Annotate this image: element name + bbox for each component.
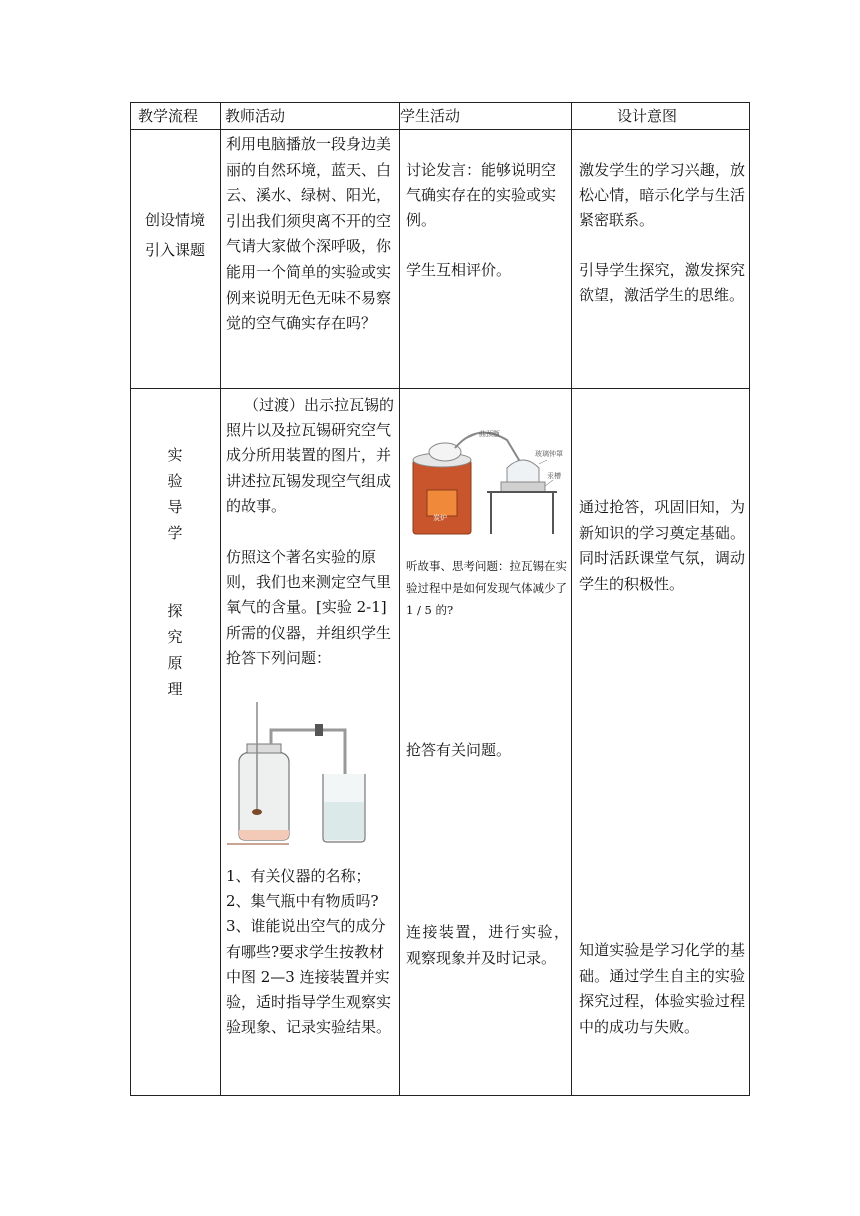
stage-char: 理 — [167, 680, 183, 698]
label-leader — [545, 480, 553, 486]
lavoisier-apparatus-image — [407, 420, 569, 540]
header-process: 教学流程 — [138, 107, 199, 125]
mercury-trough — [501, 482, 545, 492]
water-in-jar — [239, 830, 289, 840]
row1-intent-interest: 激发学生的学习兴趣，放松心情，暗示化学与生活紧密联系。 — [579, 161, 745, 229]
question-instrument-names: 1、有关仪器的名称； — [226, 867, 371, 885]
question-substance-in-jar: 2、集气瓶中有物质吗? — [226, 892, 379, 911]
gas-collecting-jar — [239, 752, 289, 840]
row1-student-activity — [406, 158, 569, 283]
row2-intent-review: 通过抢答，巩固旧知，为新知识的学习奠定基础。同时活跃课堂气氛，调动学生的积极性。 — [579, 498, 745, 593]
row2-student-answer: 抢答有关问题。 — [406, 741, 512, 759]
header-design-intent: 设计意图 — [617, 107, 678, 125]
stage-char: 实 — [167, 446, 183, 464]
row2-student-experiment: 连接装置，进行实验，观察现象并及时记录。 — [406, 923, 569, 967]
stage-char: 究 — [167, 628, 183, 646]
table-border-right — [749, 102, 750, 1096]
stage-char: 原 — [167, 654, 183, 672]
stage-intro-line2: 引入课题 — [144, 241, 205, 259]
oxygen-experiment-apparatus-image — [227, 702, 387, 847]
stage-char: 学 — [167, 524, 183, 542]
stage-intro — [130, 205, 220, 265]
header-student-activity: 学生活动 — [400, 107, 461, 125]
question-air-components: 3、谁能说出空气的成分有哪些?要求学生按教材中图 2—3 连接装置并实验，适时指导学生观察实验现象、记录实验结果。 — [226, 917, 392, 1037]
stage-intro-line1: 创设情境 — [144, 211, 205, 229]
header-teacher-activity: 教师活动 — [225, 107, 286, 125]
row2-teacher-questions — [226, 864, 396, 1040]
row1-design-intent — [579, 158, 745, 308]
row2-intent-experiment: 知道实验是学习化学的基础。通过学生自主的实验探究过程，体验实验过程中的成功与失败。 — [579, 941, 745, 1036]
stage-char: 导 — [167, 498, 183, 516]
row1-teacher-activity: 利用电脑播放一段身边美丽的自然环境，蓝天、白云、溪水、绿树、阳光，引出我们须臾离不开的空气请大家做个深呼吸，你能用一个简单的实验或实例来说明无色无味不易察觉的空气确实存在吗？ — [226, 135, 392, 333]
combustion-spoon — [252, 809, 262, 815]
label-bell-jar: 玻璃钟罩 — [535, 450, 563, 458]
stage-char: 验 — [167, 472, 183, 490]
row1-student-discussion: 讨论发言：能够说明空气确实存在的实验或实例。 — [406, 161, 557, 229]
row2-teacher-task: 仿照这个著名实验的原则，我们也来测定空气里氧气的含量。[实验 2-1]所需的仪器，并组织学生抢答下列问题： — [226, 548, 392, 667]
row-divider — [130, 388, 750, 389]
furnace-door — [427, 490, 457, 516]
rubber-stopper — [247, 744, 281, 753]
label-leader — [539, 460, 547, 464]
lesson-plan-table — [130, 102, 750, 1096]
row2-student-caption: 听故事、思考问题：拉瓦锡在实验过程中是如何发现气体减少了 1 / 5 的? — [406, 559, 567, 617]
row1-student-evaluation: 学生互相评价。 — [406, 261, 512, 279]
row2-teacher-intro: （过渡）出示拉瓦锡的照片以及拉瓦锡研究空气成分所用装置的图片，并讲述拉瓦锡发现空气组成的故事。 — [226, 396, 395, 515]
column-divider — [220, 102, 221, 1096]
table-border-bottom — [130, 1095, 750, 1096]
label-furnace: 炭炉 — [433, 514, 447, 522]
stage-char: 探 — [167, 602, 183, 620]
column-divider — [571, 102, 572, 1096]
row1-intent-inquiry: 引导学生探究，激发探究欲望，激活学生的思维。 — [579, 261, 745, 304]
label-retort: 曲颈甑 — [479, 430, 500, 438]
label-trough: 汞槽 — [547, 472, 561, 480]
column-divider — [399, 102, 400, 1096]
stage-experiment — [130, 442, 220, 702]
spring-clamp — [315, 724, 323, 736]
water-in-beaker — [324, 802, 364, 840]
